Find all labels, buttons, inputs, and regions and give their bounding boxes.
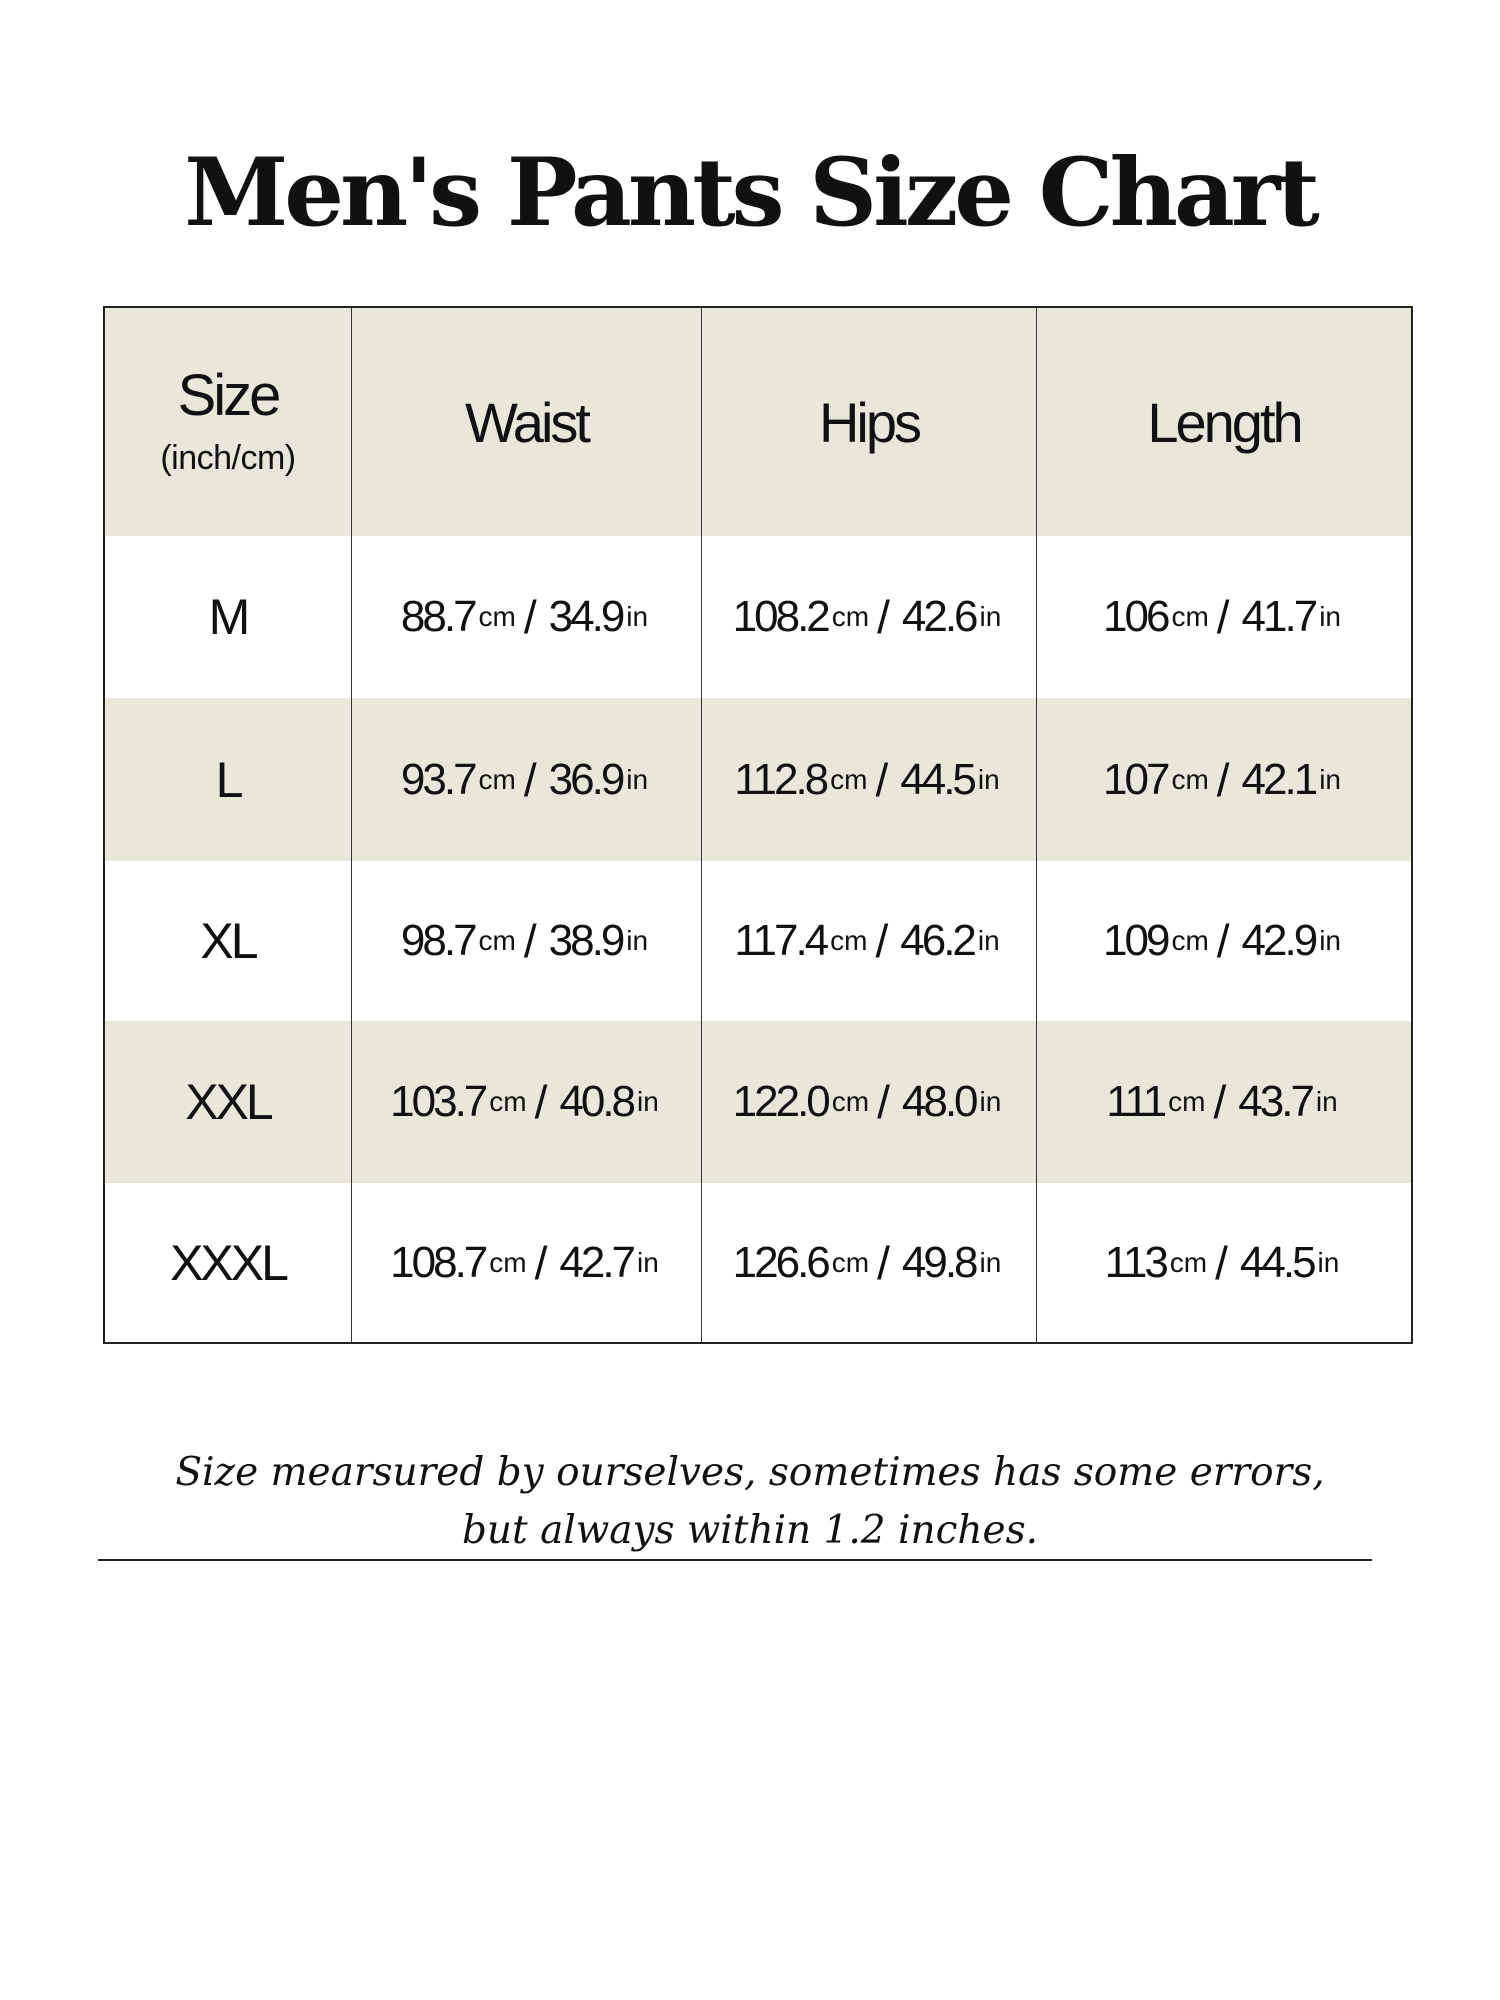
header-hips: Hips xyxy=(701,308,1036,536)
unit-separator: / xyxy=(523,915,537,967)
length-cm-value: 111 xyxy=(1106,1077,1165,1126)
length-cell xyxy=(1036,1021,1411,1183)
page-title: Men's Pants Size Chart xyxy=(184,138,1316,248)
length-in-value: 42.1 xyxy=(1241,754,1316,804)
header-size-label: Size xyxy=(177,362,279,428)
hips-cm-value: 117.4 xyxy=(734,916,827,965)
waist-in-value: 34.9 xyxy=(548,592,623,641)
length-cell xyxy=(1036,698,1411,861)
hips-in-value: 49.8 xyxy=(901,1237,976,1287)
unit-cm: cm xyxy=(831,1086,870,1117)
hips-in-value: 48.0 xyxy=(901,1077,976,1126)
unit-cm: cm xyxy=(478,601,516,632)
unit-cm: cm xyxy=(831,1246,870,1278)
unit-separator: / xyxy=(877,1076,890,1128)
unit-in: in xyxy=(626,925,649,956)
unit-cm: cm xyxy=(1171,601,1209,632)
unit-separator: / xyxy=(1216,753,1230,806)
unit-separator: / xyxy=(534,1076,548,1128)
unit-in: in xyxy=(637,1086,659,1117)
unit-cm: cm xyxy=(489,1086,527,1117)
length-in-value: 41.7 xyxy=(1241,592,1316,641)
length-cm-value: 106 xyxy=(1103,592,1168,641)
unit-cm: cm xyxy=(478,763,516,795)
header-waist: Waist xyxy=(351,308,701,536)
unit-cm: cm xyxy=(831,601,870,632)
length-cm-value: 109 xyxy=(1103,916,1168,965)
waist-cell xyxy=(351,1183,701,1342)
unit-in: in xyxy=(1315,1086,1338,1117)
unit-separator: / xyxy=(875,915,889,967)
size-label: L xyxy=(105,698,351,861)
size-label: XL xyxy=(105,861,351,1021)
waist-cell xyxy=(351,1021,701,1183)
waist-in-value: 40.8 xyxy=(559,1077,634,1126)
unit-separator: / xyxy=(534,1236,548,1289)
unit-cm: cm xyxy=(1171,763,1209,795)
hips-cell xyxy=(701,1183,1036,1342)
waist-in-value: 36.9 xyxy=(548,754,623,804)
unit-separator: / xyxy=(875,753,889,806)
hips-cm-value: 126.6 xyxy=(732,1237,828,1287)
note-underline xyxy=(98,1559,1372,1561)
hips-cell xyxy=(701,861,1036,1021)
unit-separator: / xyxy=(523,753,537,806)
unit-in: in xyxy=(626,763,649,795)
waist-in-value: 42.7 xyxy=(559,1237,634,1287)
waist-cm-value: 88.7 xyxy=(400,592,475,641)
size-label: XXXL xyxy=(105,1183,351,1342)
length-cell xyxy=(1036,536,1411,698)
unit-cm: cm xyxy=(1168,1086,1206,1117)
unit-in: in xyxy=(637,1246,659,1278)
unit-in: in xyxy=(979,1086,1002,1117)
length-cm-value: 113 xyxy=(1104,1237,1166,1287)
header-length: Length xyxy=(1036,308,1411,536)
hips-cell xyxy=(701,698,1036,861)
waist-cm-value: 98.7 xyxy=(400,916,475,965)
length-cm-value: 107 xyxy=(1103,754,1168,804)
size-label: XXL xyxy=(105,1021,351,1183)
unit-cm: cm xyxy=(489,1246,527,1278)
unit-in: in xyxy=(626,601,649,632)
waist-cm-value: 93.7 xyxy=(400,754,475,804)
waist-cm-value: 103.7 xyxy=(390,1077,486,1126)
unit-separator: / xyxy=(1215,1236,1228,1289)
hips-cm-value: 108.2 xyxy=(732,592,828,641)
header-size xyxy=(105,308,351,536)
length-in-value: 43.7 xyxy=(1238,1077,1312,1126)
hips-cell xyxy=(701,536,1036,698)
hips-in-value: 44.5 xyxy=(900,754,974,804)
unit-cm: cm xyxy=(830,925,868,956)
unit-in: in xyxy=(977,925,1000,956)
size-label: M xyxy=(105,536,351,698)
hips-cm-value: 112.8 xyxy=(734,754,827,804)
unit-separator: / xyxy=(877,591,890,643)
unit-in: in xyxy=(1319,763,1341,795)
unit-separator: / xyxy=(877,1236,890,1289)
unit-separator: / xyxy=(1216,915,1230,967)
unit-separator: / xyxy=(1213,1076,1227,1128)
note-line-1: Size mearsured by ourselves, sometimes has some errors, xyxy=(175,1450,1325,1495)
unit-separator: / xyxy=(1216,591,1230,643)
unit-separator: / xyxy=(523,591,537,643)
size-chart-table xyxy=(103,306,1413,1344)
unit-cm: cm xyxy=(830,763,868,795)
waist-cm-value: 108.7 xyxy=(390,1237,486,1287)
hips-in-value: 42.6 xyxy=(901,592,976,641)
unit-in: in xyxy=(979,1246,1002,1278)
hips-in-value: 46.2 xyxy=(900,916,974,965)
note-line-2: but always within 1.2 inches. xyxy=(461,1508,1039,1553)
unit-cm: cm xyxy=(1171,925,1209,956)
hips-cell xyxy=(701,1021,1036,1183)
waist-cell xyxy=(351,861,701,1021)
unit-cm: cm xyxy=(478,925,516,956)
length-in-value: 42.9 xyxy=(1241,916,1316,965)
unit-in: in xyxy=(1319,601,1341,632)
unit-in: in xyxy=(977,763,1000,795)
length-in-value: 44.5 xyxy=(1239,1237,1314,1287)
waist-in-value: 38.9 xyxy=(548,916,623,965)
unit-in: in xyxy=(1319,925,1341,956)
length-cell xyxy=(1036,1183,1411,1342)
length-cell xyxy=(1036,861,1411,1021)
unit-cm: cm xyxy=(1169,1246,1208,1278)
unit-in: in xyxy=(979,601,1002,632)
hips-cm-value: 122.0 xyxy=(732,1077,828,1126)
waist-cell xyxy=(351,536,701,698)
header-size-unit: (inch/cm) xyxy=(160,438,296,477)
waist-cell xyxy=(351,698,701,861)
unit-in: in xyxy=(1317,1246,1340,1278)
